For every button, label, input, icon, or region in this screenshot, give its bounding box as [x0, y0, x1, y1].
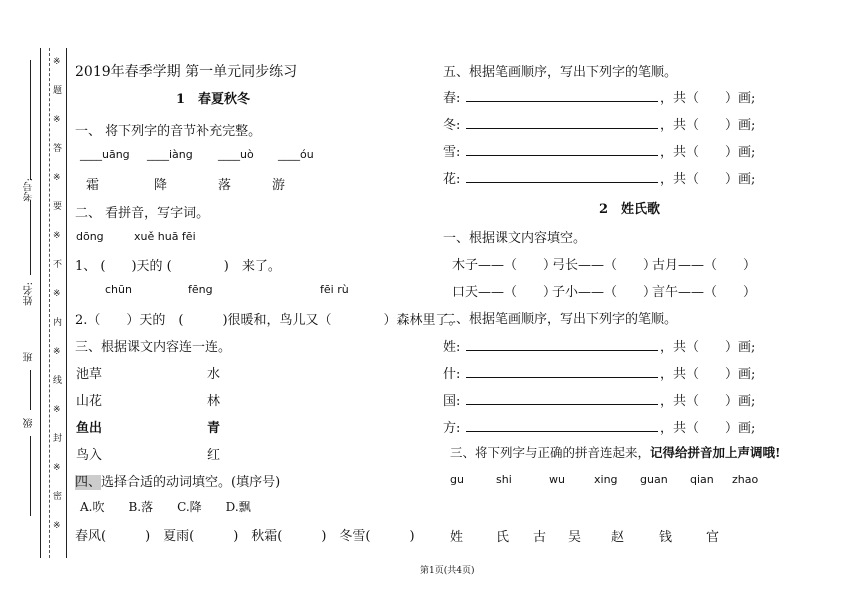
l2-q3-prompt-row: [450, 443, 781, 461]
l2-q2-answer-line-2[interactable]: [466, 404, 658, 405]
l2-q3-prompt: 三、将下列字与正确的拼音连起来，: [450, 445, 651, 460]
seal-char: 内: [53, 318, 63, 328]
l2-q2-answer-line-3[interactable]: [466, 431, 658, 432]
l1-q1-char-1: 降: [154, 178, 168, 193]
seal-char: ※: [53, 57, 61, 67]
l2-q3-char-2[interactable]: 古: [533, 530, 547, 545]
q5-stroke-count-1[interactable]: ，共（ ）画;: [660, 118, 756, 133]
l1-q2-pinyin2-a: chūn: [105, 283, 132, 296]
l1-q4-prompt-row: [75, 471, 280, 490]
q5-answer-line-0[interactable]: [466, 101, 658, 102]
l2-q3-char-1[interactable]: 氏: [496, 530, 510, 545]
l1-q3-left-2[interactable]: 鱼出: [76, 421, 103, 436]
l2-q3-char-4[interactable]: 赵: [611, 530, 625, 545]
l2-q3-char-6[interactable]: 官: [706, 530, 720, 545]
l1-q3-left-1[interactable]: 山花: [76, 394, 103, 409]
l1-q4-options: A.吹 B.落 C.降 D.飘: [80, 500, 251, 514]
l2-q2-answer-line-1[interactable]: [466, 377, 658, 378]
margin-rule-dashed: [49, 48, 50, 558]
l2-q2-char-3: 方:: [443, 421, 461, 436]
l1-q1-char-0: 霜: [86, 178, 100, 193]
l2-q2-stroke-count-1[interactable]: ，共（ ）画;: [660, 367, 756, 382]
l1-q3-right-2[interactable]: 青: [207, 421, 221, 436]
l1-q4-number: 四、: [75, 475, 102, 490]
seal-char: ※: [53, 231, 61, 241]
l1-q4-blanks[interactable]: 春风( ) 夏雨( ) 秋霜( ) 冬雪( ): [75, 529, 415, 544]
l2-q1-r1-1[interactable]: 弓长——（ ）: [552, 258, 657, 273]
seal-char: ※: [53, 405, 61, 415]
l1-q2-sentence-2[interactable]: 2.（ ）天的 ( )很暖和，鸟儿又（ ）森林里了。: [75, 313, 462, 328]
l1-q1-char-3: 游: [272, 178, 286, 193]
q5-char-0: 春:: [443, 91, 461, 106]
q5-answer-line-2[interactable]: [466, 155, 658, 156]
l2-q2-char-0: 姓:: [443, 340, 461, 355]
seal-char: 线: [53, 376, 63, 386]
seal-char: 密: [53, 492, 63, 502]
l1-q2-pinyin-b: xuě huā fēi: [134, 230, 196, 243]
seal-char: 题: [53, 86, 63, 96]
seal-char: 封: [53, 434, 63, 444]
l1-q1-pinyin-1[interactable]: ____iàng: [147, 148, 193, 161]
seal-char: 答: [53, 144, 63, 154]
l2-q1-prompt: 一、根据课文内容填空。: [443, 231, 587, 246]
l1-q2-pinyin2-c: fēi rù: [320, 283, 349, 296]
l1-q3-left-0[interactable]: 池草: [76, 367, 103, 382]
name-label: 姓名:: [24, 282, 35, 306]
seal-char: ※: [53, 173, 61, 183]
lesson1-title: 1 春夏秋冬: [176, 92, 251, 107]
l1-q2-pinyin2-b: fēng: [188, 283, 213, 296]
l2-q3-pinyin-2[interactable]: wu: [549, 473, 565, 486]
l2-q3-pinyin-6[interactable]: zhao: [732, 473, 759, 486]
l2-q2-stroke-count-2[interactable]: ，共（ ）画;: [660, 394, 756, 409]
page-number: 第1页(共4页): [420, 566, 475, 576]
l1-q1-pinyin-0[interactable]: ____uāng: [80, 148, 130, 161]
q5-answer-line-3[interactable]: [466, 182, 658, 183]
l2-q1-r2-2[interactable]: 言午——（ ）: [652, 285, 757, 300]
exam-number-blank[interactable]: [30, 60, 31, 180]
q5-char-1: 冬:: [443, 118, 461, 133]
l1-q3-left-3[interactable]: 鸟入: [76, 448, 103, 463]
margin-rule-inner: [66, 48, 67, 558]
margin-rule-outer: [40, 48, 41, 558]
grade-blank[interactable]: [30, 436, 31, 516]
seal-char: 要: [53, 202, 63, 212]
q5-stroke-count-2[interactable]: ，共（ ）画;: [660, 145, 756, 160]
class-label: 班: [24, 352, 35, 362]
q5-char-3: 花:: [443, 172, 461, 187]
class-blank[interactable]: [30, 370, 31, 410]
l2-q2-stroke-count-0[interactable]: ，共（ ）画;: [660, 340, 756, 355]
l2-q3-char-5[interactable]: 钱: [659, 530, 673, 545]
seal-char: ※: [53, 289, 61, 299]
l1-q3-prompt: 三、根据课文内容连一连。: [75, 340, 232, 355]
l2-q3-char-0[interactable]: 姓: [450, 530, 464, 545]
l2-q3-pinyin-1[interactable]: shi: [496, 473, 512, 486]
grade-label: 级: [24, 418, 35, 428]
q5-stroke-count-3[interactable]: ，共（ ）画;: [660, 172, 756, 187]
l2-q3-pinyin-0[interactable]: gu: [450, 473, 464, 486]
l2-q1-r2-0[interactable]: 口天——（ ）: [452, 285, 557, 300]
l1-q2-sentence-1[interactable]: 1、 ( )天的 ( ) 来了。: [75, 259, 281, 274]
l2-q2-char-2: 国:: [443, 394, 461, 409]
l1-q2-prompt: 二、 看拼音，写字词。: [75, 206, 210, 221]
l1-q3-right-3[interactable]: 红: [207, 448, 221, 463]
exam-number-label: 考号:: [24, 178, 35, 202]
l1-q1-pinyin-3[interactable]: ____óu: [278, 148, 314, 161]
l2-q2-char-1: 什:: [443, 367, 461, 382]
l2-q3-pinyin-5[interactable]: qian: [690, 473, 714, 486]
name-blank[interactable]: [30, 200, 31, 275]
q5-prompt: 五、根据笔画顺序，写出下列字的笔顺。: [443, 65, 678, 80]
l1-q2-pinyin-a: dōng: [76, 230, 104, 243]
l2-q3-pinyin-3[interactable]: xing: [594, 473, 618, 486]
l1-q1-char-2: 落: [218, 178, 232, 193]
l1-q3-right-1[interactable]: 林: [207, 394, 221, 409]
seal-char: ※: [53, 347, 61, 357]
seal-char: 不: [53, 260, 63, 270]
l1-q1-prompt: 一、 将下列字的音节补充完整。: [75, 124, 262, 139]
page-title: 2019年春季学期 第一单元同步练习: [75, 64, 298, 80]
seal-char: ※: [53, 115, 61, 125]
l2-q1-r1-2[interactable]: 古月——（ ）: [652, 258, 757, 273]
lesson2-title: 2 姓氏歌: [599, 202, 661, 217]
l2-q3-pinyin-4[interactable]: guan: [640, 473, 668, 486]
q5-char-2: 雪:: [443, 145, 461, 160]
l1-q4-prompt: 选择合适的动词填空。(填序号): [101, 475, 281, 490]
l2-q1-r2-1[interactable]: 子小——（ ）: [552, 285, 657, 300]
l1-q3-right-0[interactable]: 水: [207, 367, 221, 382]
l2-q2-stroke-count-3[interactable]: ，共（ ）画;: [660, 421, 756, 436]
l2-q3-char-3[interactable]: 吴: [568, 530, 582, 545]
q5-stroke-count-0[interactable]: ，共（ ）画;: [660, 91, 756, 106]
seal-char: ※: [53, 463, 61, 473]
l2-q1-r1-0[interactable]: 木子——（ ）: [452, 258, 557, 273]
l2-q2-answer-line-0[interactable]: [466, 350, 658, 351]
l1-q1-pinyin-2[interactable]: ____uò: [218, 148, 254, 161]
q5-answer-line-1[interactable]: [466, 128, 658, 129]
l2-q2-prompt: 二、根据笔画顺序，写出下列字的笔顺。: [443, 312, 678, 327]
l2-q3-prompt-bold: 记得给拼音加上声调哦!: [650, 445, 781, 460]
seal-char: ※: [53, 521, 61, 531]
